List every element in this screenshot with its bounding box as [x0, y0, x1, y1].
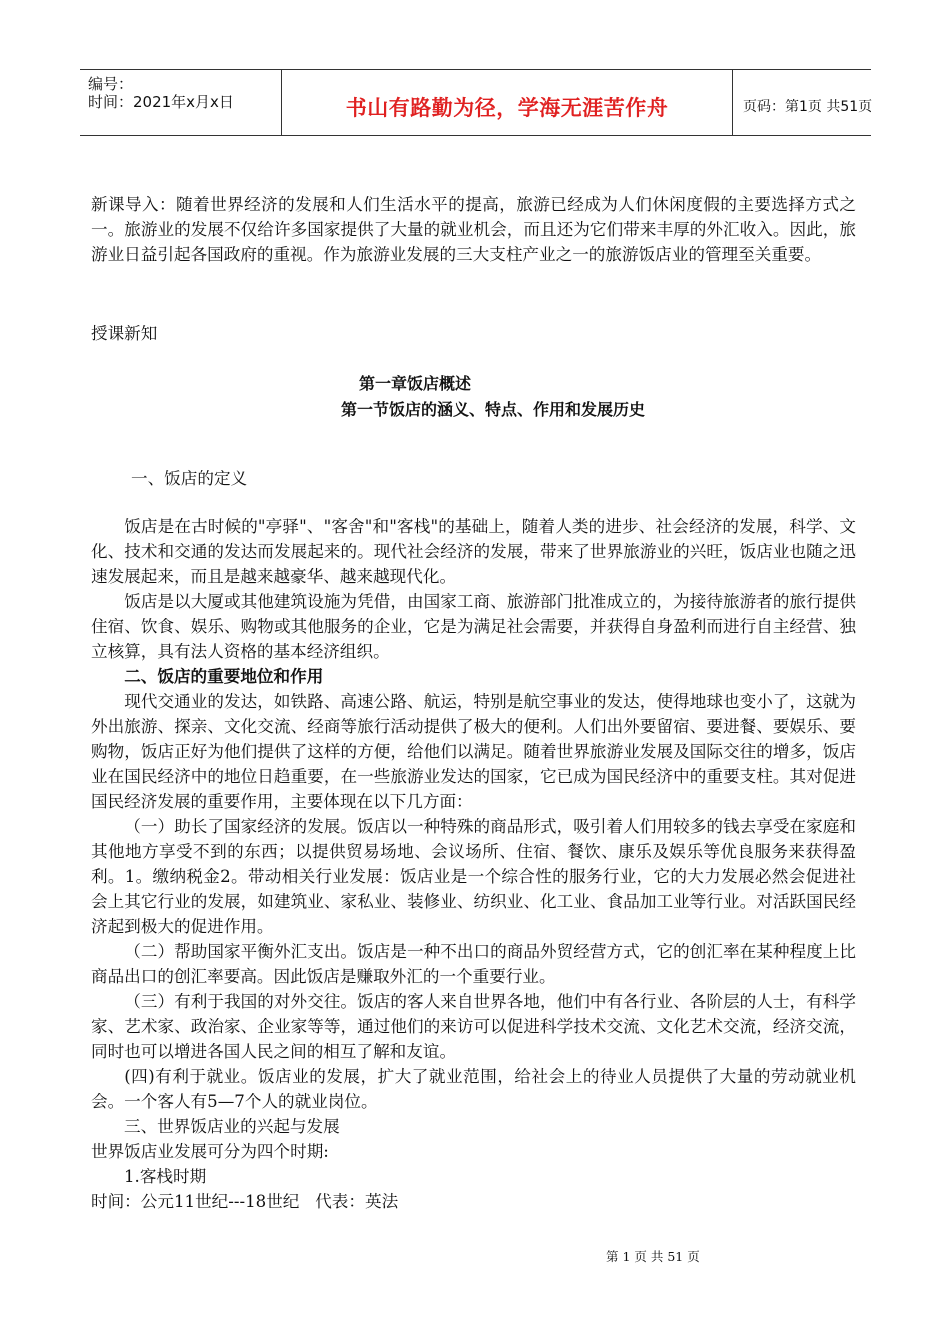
- role-item-1: （一）助长了国家经济的发展。饭店以一种特殊的商品形式，吸引着人们用较多的钱去享受在家庭和其他地方享受不到的东西；以提供贸易场地、会议场所、住宿、餐饮、康乐及娱乐等优良服务来获得盈利。1。缴纳税金2。带动相关行业发展：饭店业是一个综合性的服务行业，它的大力发展必然会促进社会上其它行业的发展，如建筑业、家私业、装修业、纺织业、化工业、食品加工业等行业。对活跃国民经济起到极大的促进作用。: [91, 817, 856, 936]
- document-body: [91, 192, 856, 267]
- page-footer: 第 1 页 共 51 页: [606, 1249, 700, 1264]
- header-left-cell: [80, 70, 281, 135]
- role-paragraph-intro: 现代交通业的发达，如铁路、高速公路、航运，特别是航空事业的发达，使得地球也变小了，这就为外出旅游、探亲、文化交流、经商等旅行活动提供了极大的便利。人们出外要留宿、要进餐、要娱乐、要购物，饭店正好为他们提供了这样的方便，给他们以满足。随着世界旅游业发展及国际交往的增多，饭店业在国民经济中的地位日趋重要，在一些旅游业发达的国家，它已成为国民经济中的重要支柱。其对促进国民经济发展的重要作用，主要体现在以下几方面：: [91, 692, 856, 811]
- period-1-time: 时间：公元11世纪---18世纪 代表：英法: [91, 1192, 399, 1211]
- heading-history: 三、世界饭店业的兴起与发展: [124, 1117, 340, 1136]
- chapter-title: 第一章饭店概述: [359, 374, 472, 393]
- heading-role: 二、饭店的重要地位和作用: [124, 667, 324, 686]
- header-page-info: 页码：第1页 共51页: [743, 99, 873, 115]
- period-1-title: 1.客栈时期: [124, 1167, 207, 1186]
- header-motto: 书山有路勤为径，学海无涯苦作舟: [345, 96, 669, 120]
- document-header: [80, 69, 871, 136]
- role-item-4: (四)有利于就业。饭店业的发展，扩大了就业范围，给社会上的待业人员提供了大量的劳动就业机会。一个客人有5—7个人的就业岗位。: [91, 1067, 856, 1111]
- new-knowledge-label: 授课新知: [91, 324, 158, 343]
- header-motto-cell: [281, 70, 733, 135]
- section-title: 第一节饭店的涵义、特点、作用和发展历史: [341, 400, 646, 419]
- document-date: 时间：2021年x月x日: [88, 93, 234, 111]
- role-item-2: （二）帮助国家平衡外汇支出。饭店是一种不出口的商品外贸经营方式，它的创汇率在某种程度上比商品出口的创汇率要高。因此饭店是赚取外汇的一个重要行业。: [91, 942, 856, 986]
- header-page-cell: [733, 70, 871, 135]
- definition-paragraph-1: 饭店是在古时候的"亭驿"、"客舍"和"客栈"的基础上，随着人类的进步、社会经济的发展，科学、文化、技术和交通的发达而发展起来的。现代社会经济的发展，带来了世界旅游业的兴旺，饭店业也随之迅速发展起来，而且是越来越豪华、越来越现代化。: [91, 517, 856, 586]
- definition-paragraph-2: 饭店是以大厦或其他建筑设施为凭借，由国家工商、旅游部门批准成立的，为接待旅游者的旅行提供住宿、饮食、娱乐、购物或其他服务的企业，它是为满足社会需要，并获得自身盈利而进行自主经营、独立核算，具有法人资格的基本经济组织。: [91, 592, 856, 661]
- definition-section: [91, 514, 856, 1214]
- heading-definition: 一、饭店的定义: [131, 469, 248, 488]
- intro-paragraph: 新课导入：随着世界经济的发展和人们生活水平的提高，旅游已经成为人们休闲度假的主要选择方式之一。旅游业的发展不仅给许多国家提供了大量的就业机会，而且还为它们带来丰厚的外汇收入。因此，旅游业日益引起各国政府的重视。作为旅游业发展的三大支柱产业之一的旅游饭店业的管理至关重要。: [91, 195, 856, 264]
- role-item-3: （三）有利于我国的对外交往。饭店的客人来自世界各地，他们中有各行业、各阶层的人士，有科学家、艺术家、政治家、企业家等等，通过他们的来访可以促进科学技术交流、文化艺术交流，经济交流，同时也可以增进各国人民之间的相互了解和友谊。: [91, 992, 856, 1061]
- periods-intro: 世界饭店业发展可分为四个时期:: [91, 1142, 329, 1161]
- document-number-label: 编号：: [88, 75, 134, 93]
